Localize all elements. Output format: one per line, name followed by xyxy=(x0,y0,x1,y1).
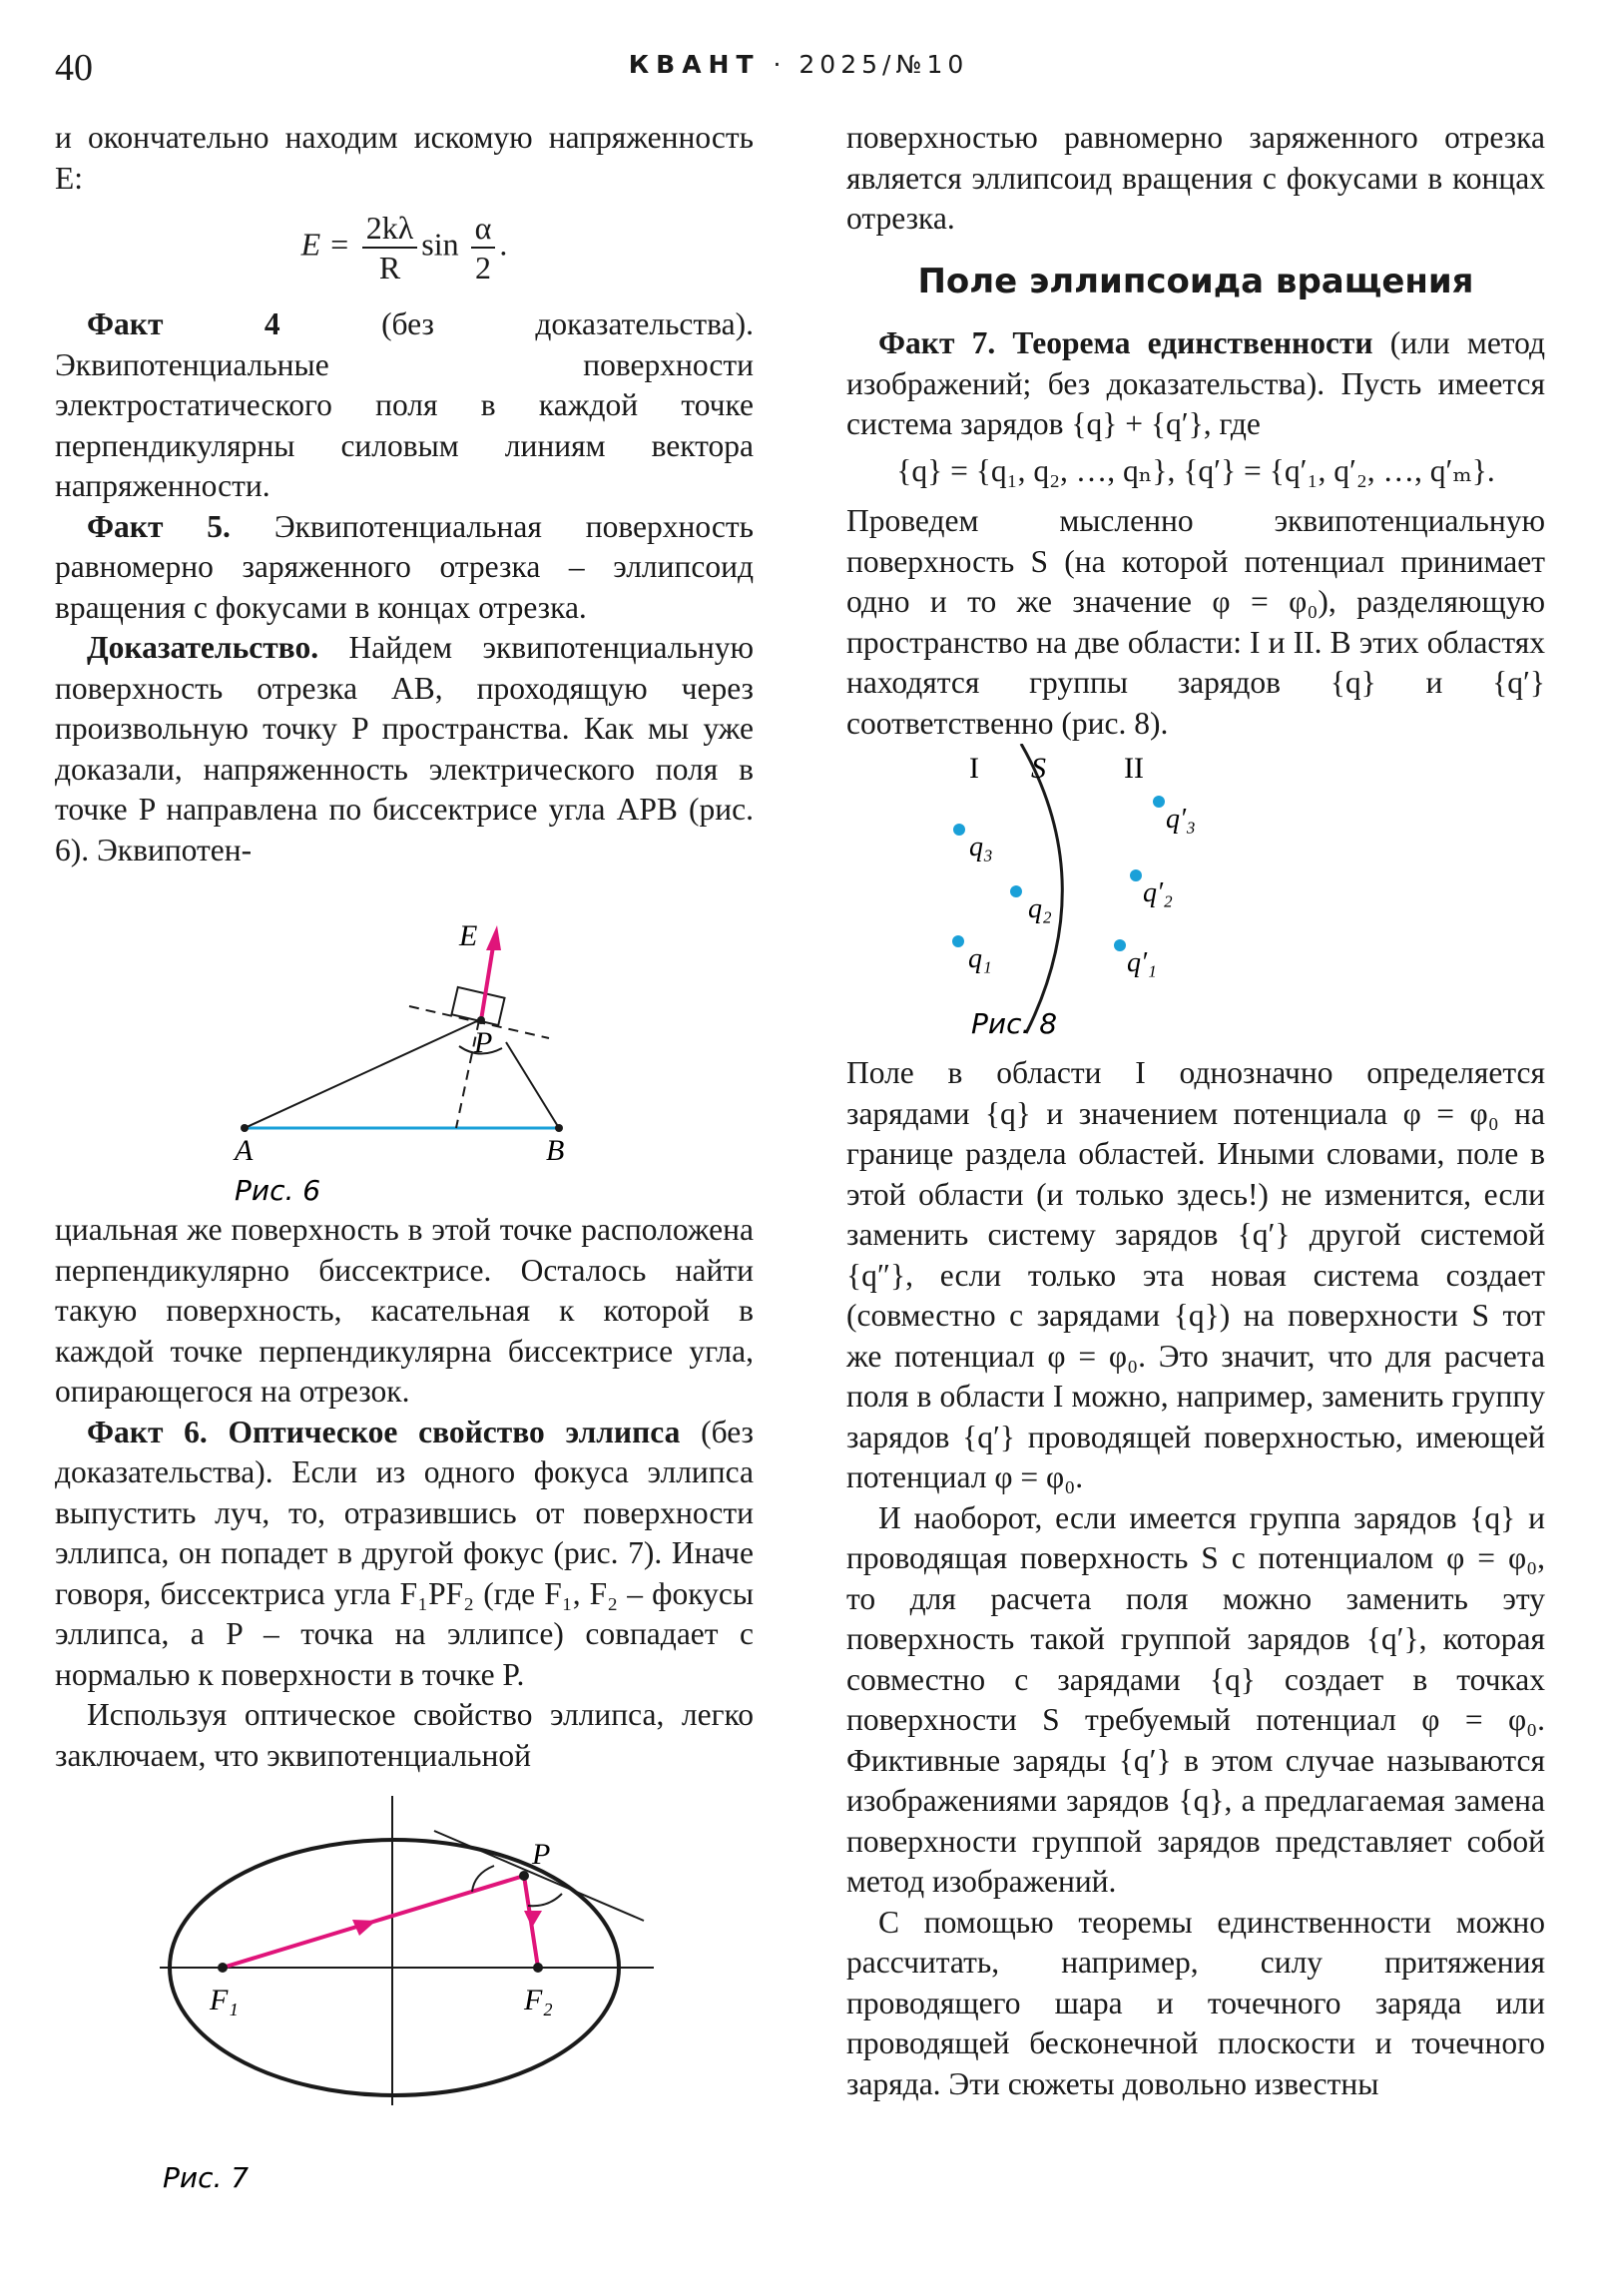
paragraph: и окончательно находим искомую напряженность E: xyxy=(55,120,754,196)
label-p7: P xyxy=(532,1838,551,1871)
running-head xyxy=(0,50,1597,79)
label-b: B xyxy=(546,1134,565,1167)
formula-sets: {q} = {q₁, q₂, …, qₙ}, {q′} = {q′₁, q′₂, …, q′ₘ}. xyxy=(896,452,1495,488)
label-f2: F₂ xyxy=(524,1984,553,2016)
paragraph: И наоборот, если имеется группа зарядов {q} и проводящая поверхность S с потенциалом φ = φ₀, то для расчета поля можно заменить эту поверхность такой группой зарядов {q′}, которая совместно с зарядами {q} создает в точках поверхности S требуемый потенциал φ = φ₀. Фиктивные заряды {q′} в этом случае называются изображениями зарядов {q}, а предлагаемая замена поверхности группой зарядов представляет собой метод изображений. xyxy=(846,1499,1545,1899)
figure-7 xyxy=(55,1776,754,2205)
fact6: Факт 6. Оптическое свойство эллипса (без доказательства). Если из одного фокуса эллипса выпустить луч, то, отразившись от поверхности эллипса, он попадет в другой фокус (рис. 7). Иначе говоря, биссектриса угла F₁PF₂ (где F₁, F₂ – фокусы эллипса, а P – точка на эллипсе) совпадает с нормалью к поверхности в точке P. xyxy=(55,1414,755,1692)
label-qp1: q′₁ xyxy=(1127,947,1157,978)
fact4: Факт 4 (без доказательства). Эквипотенциальные поверхности электростатического поля в каждой точке перпендикулярны силовым линиям вектора напряженности. xyxy=(55,306,754,503)
paragraph: С помощью теоремы единственности можно рассчитать, например, силу притяжения проводящего шара и точечного заряда или проводящей бесконечной плоскости и точечного заряда. Эти сюжеты довольно известны xyxy=(846,1904,1545,2101)
right-column xyxy=(846,118,1545,2104)
label-q2: q₂ xyxy=(1028,893,1052,924)
figure-8 xyxy=(846,744,1545,1053)
proof: Доказательство. Найдем эквипотенциальную поверхность отрезка AB, проходящую через произвольную точку P пространства. Как мы уже доказали, напряженность электрического поля в точке P направлена по биссектрисе угла APB (рис. 6). Эквипотен- xyxy=(55,630,754,867)
label-q1: q₁ xyxy=(968,943,992,974)
label-region-1: I xyxy=(969,752,979,785)
label-a: A xyxy=(235,1134,254,1167)
section-title: Поле эллипсоида вращения xyxy=(917,261,1474,301)
formula-e: E = $\frac{2k\lambda}{R}$ sin $\frac{\alpha}{2}$ . xyxy=(300,210,508,286)
label-qp2: q′₂ xyxy=(1143,877,1173,908)
issue-number: · 2025/№10 xyxy=(773,50,969,79)
paragraph: циальная же поверхность в этой точке расположена перпендикулярно биссектрисе. Осталось найти такую поверхность, касательная к которой в каждой точке перпендикулярна биссектрисе угла, опирающегося на отрезок. xyxy=(55,1212,754,1409)
label-s: S xyxy=(1031,752,1046,785)
paragraph: Поле в области I однозначно определяется зарядами {q} и значением потенциала φ = φ₀ на границе раздела областей. Иными словами, поле в этой области (и только здесь!) не изменится, если заменить систему зарядов {q′} другой системой {q″}, если только эта новая система создает (совместно с зарядами {q}) на поверхности S тот же потенциал φ = φ₀. Это значит, что для расчета поля в области I можно, например, заменить группу зарядов {q′} проводящей поверхностью, имеющей потенциал φ = φ₀. xyxy=(846,1055,1545,1494)
caption-fig7: Рис. 7 xyxy=(163,2161,250,2194)
paragraph: поверхностью равномерно заряженного отрезка является эллипсоид вращения с фокусами в концах отрезка. xyxy=(846,120,1545,236)
label-region-2: II xyxy=(1124,752,1144,785)
label-p: P xyxy=(474,1026,493,1059)
label-qp3: q′₃ xyxy=(1166,804,1196,835)
journal-name: КВАНТ xyxy=(628,50,761,79)
caption-fig8: Рис. 8 xyxy=(971,1007,1058,1040)
caption-fig6: Рис. 6 xyxy=(235,1174,321,1207)
left-column xyxy=(55,118,754,2205)
paragraph: Используя оптическое свойство эллипса, легко заключаем, что эквипотенциальной xyxy=(55,1697,754,1773)
paragraph: Проведем мысленно эквипотенциальную поверхность S (на которой потенциал принимает одно и то же значение φ = φ₀), разделяющую пространство на две области: I и II. В этих областях находятся группы зарядов {q} и {q′} соответственно (рис. 8). xyxy=(846,503,1545,741)
figure-6 xyxy=(55,870,754,1210)
fact5: Факт 5. Эквипотенциальная поверхность равномерно заряженного отрезка – эллипсоид вращения с фокусами в концах отрезка. xyxy=(55,508,755,625)
label-f1: F₁ xyxy=(210,1984,239,2016)
fact7: Факт 7. Теорема единственности (или метод изображений; без доказательства). Пусть имеется система зарядов {q} + {q′}, где xyxy=(846,325,1546,441)
label-q3: q₃ xyxy=(969,832,993,862)
label-e: E xyxy=(459,919,478,952)
page-number: 40 xyxy=(55,47,93,89)
